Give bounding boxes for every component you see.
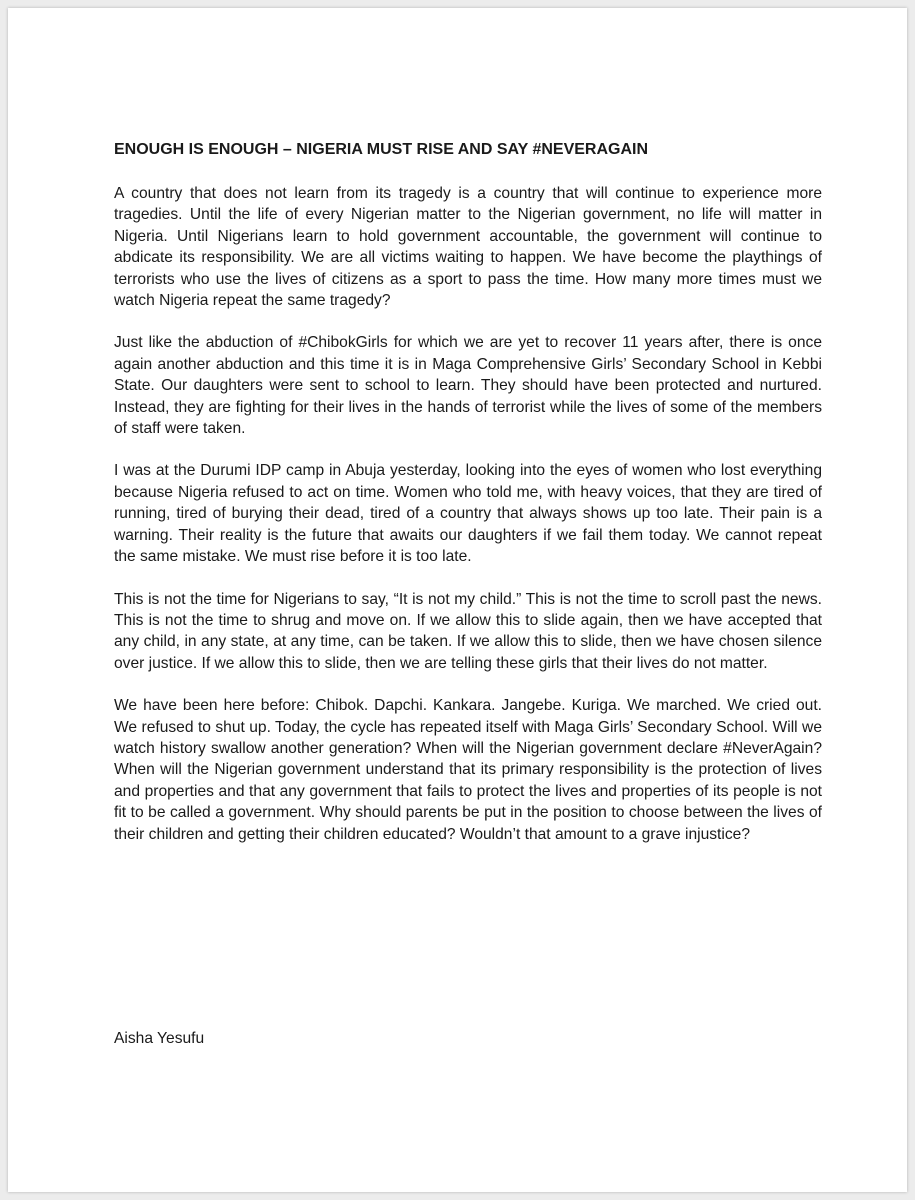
paragraph: A country that does not learn from its tragedy is a country that will continue to experience more tragedies. Until the life of every Nigerian matter to the Nigerian government, no life will matter in Nigeria. Until Nigerians learn to hold government accountable, the government will continue to abdicate its responsibility. We are all victims waiting to happen. We have become the playthings of terrorists who use the lives of citizens as a sport to pass the time. How many more times must we watch Nigeria repeat the same tragedy? — [114, 185, 822, 310]
document-body — [114, 139, 822, 866]
paragraph: Just like the abduction of #ChibokGirls for which we are yet to recover 11 years after, there is once again another abduction and this time it is in Maga Comprehensive Girls’ Secondary School in Kebbi State. Our daughters were sent to school to learn. They should have been protected and nurtured. Instead, they are fighting for their lives in the hands of terrorist while the lives of some of the members of staff were taken. — [114, 334, 822, 438]
signature-name: Aisha Yesufu — [114, 1030, 205, 1047]
document-title: ENOUGH IS ENOUGH – NIGERIA MUST RISE AND SAY #NEVERAGAIN — [114, 141, 649, 158]
document-page — [8, 8, 907, 1192]
paragraph: This is not the time for Nigerians to say, “It is not my child.” This is not the time to scroll past the news. This is not the time to shrug and move on. If we allow this to slide again, then we have accepted that any child, in any state, at any time, can be taken. If we allow this to slide, then we have chosen silence over justice. If we allow this to slide, then we are telling these girls that their lives do not matter. — [114, 590, 822, 672]
paragraph: I was at the Durumi IDP camp in Abuja yesterday, looking into the eyes of women who lost everything because Nigeria refused to act on time. Women who told me, with heavy voices, that they are tired of running, tired of burying their dead, tired of a country that always shows up too late. Their pain is a warning. Their reality is the future that awaits our daughters if we fail them today. We cannot repeat the same mistake. We must rise before it is too late. — [114, 462, 822, 566]
paragraph: We have been here before: Chibok. Dapchi. Kankara. Jangebe. Kuriga. We marched. We cried out. We refused to shut up. Today, the cycle has repeated itself with Maga Girls’ Secondary School. Will we watch history swallow another generation? When will the Nigerian government declare #NeverAgain? When will the Nigerian government understand that its primary responsibility is the protection of lives and properties and that any government that fails to protect the lives and properties of its people is not fit to be called a government. Why should parents be put in the position to choose between the lives of their children and getting their children educated? Wouldn’t that amount to a grave injustice? — [114, 697, 822, 843]
